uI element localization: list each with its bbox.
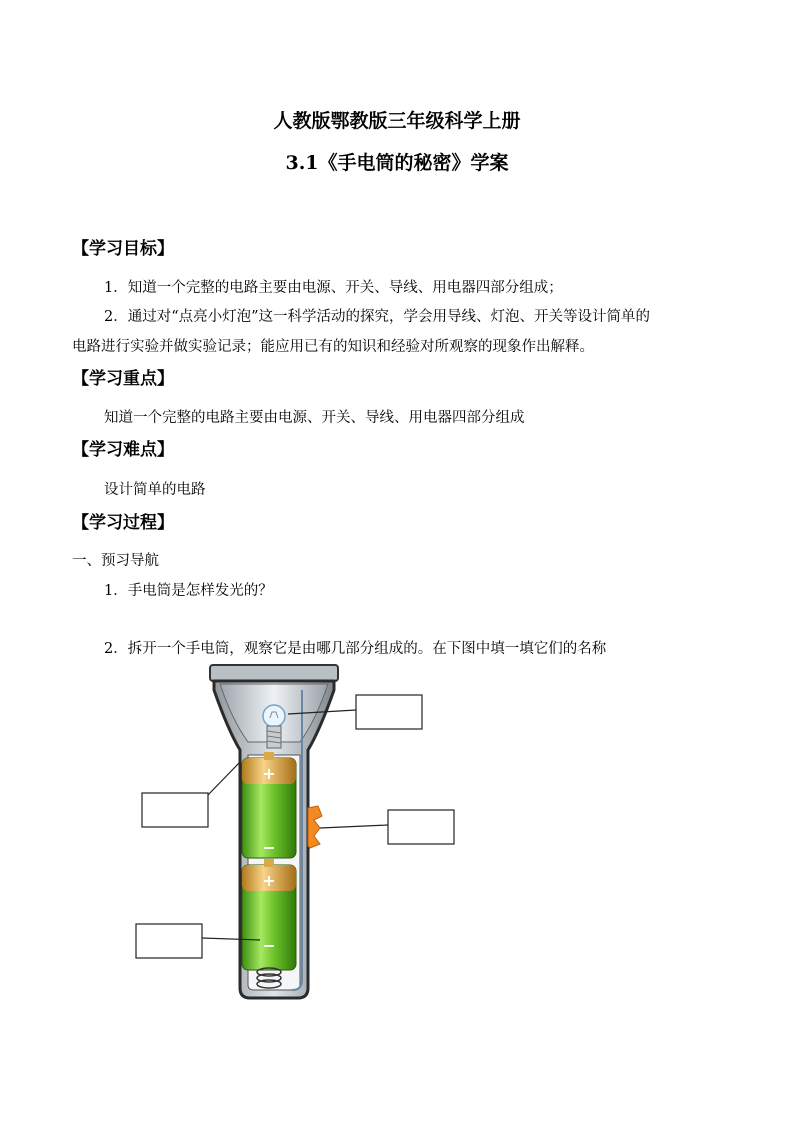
battery-top-plus-label: + xyxy=(262,764,276,783)
section-heading-process: 【学习过程】 xyxy=(72,513,174,533)
document-title: 人教版鄂教版三年级科学上册 xyxy=(273,110,521,132)
battery-bottom-minus-label: − xyxy=(262,936,276,955)
section-heading-difficulty: 【学习难点】 xyxy=(72,440,174,460)
battery-bottom-plus-label: + xyxy=(262,871,276,890)
leader-line-switch xyxy=(320,825,388,828)
document-subtitle: 3.1《手电筒的秘密》学案 xyxy=(285,152,509,174)
goal-item-2-line-1: 2．通过对“点亮小灯泡”这一科学活动的探究，学会用导线、灯泡、开关等设计简单的 xyxy=(104,309,651,325)
flashlight-diagram xyxy=(130,660,470,1005)
goal-item-2-line-2: 电路进行实验并做实验记录；能应用已有的知识和经验对所观察的现象作出解释。 xyxy=(72,339,594,355)
switch-icon xyxy=(308,806,322,848)
answer-box-battery[interactable] xyxy=(136,924,202,958)
part-heading-preview: 一、预习导航 xyxy=(72,553,159,569)
goal-item-1: 1．知道一个完整的电路主要由电源、开关、导线、用电器四部分组成； xyxy=(104,280,563,296)
question-1: 1．手电筒是怎样发光的？ xyxy=(104,583,273,599)
answer-box-casing[interactable] xyxy=(142,793,208,827)
section-heading-goals: 【学习目标】 xyxy=(72,239,174,259)
answer-box-bulb[interactable] xyxy=(356,695,422,729)
question-2: 2．拆开一个手电筒，观察它是由哪几部分组成的。在下图中填一填它们的名称 xyxy=(104,641,607,657)
section-heading-key-points: 【学习重点】 xyxy=(72,369,174,389)
leader-line-casing xyxy=(208,762,240,795)
battery-top-minus-label: − xyxy=(262,838,276,857)
difficulty-text: 设计简单的电路 xyxy=(104,482,206,498)
key-points-text: 知道一个完整的电路主要由电源、开关、导线、用电器四部分组成 xyxy=(104,410,525,426)
answer-box-switch[interactable] xyxy=(388,810,454,844)
